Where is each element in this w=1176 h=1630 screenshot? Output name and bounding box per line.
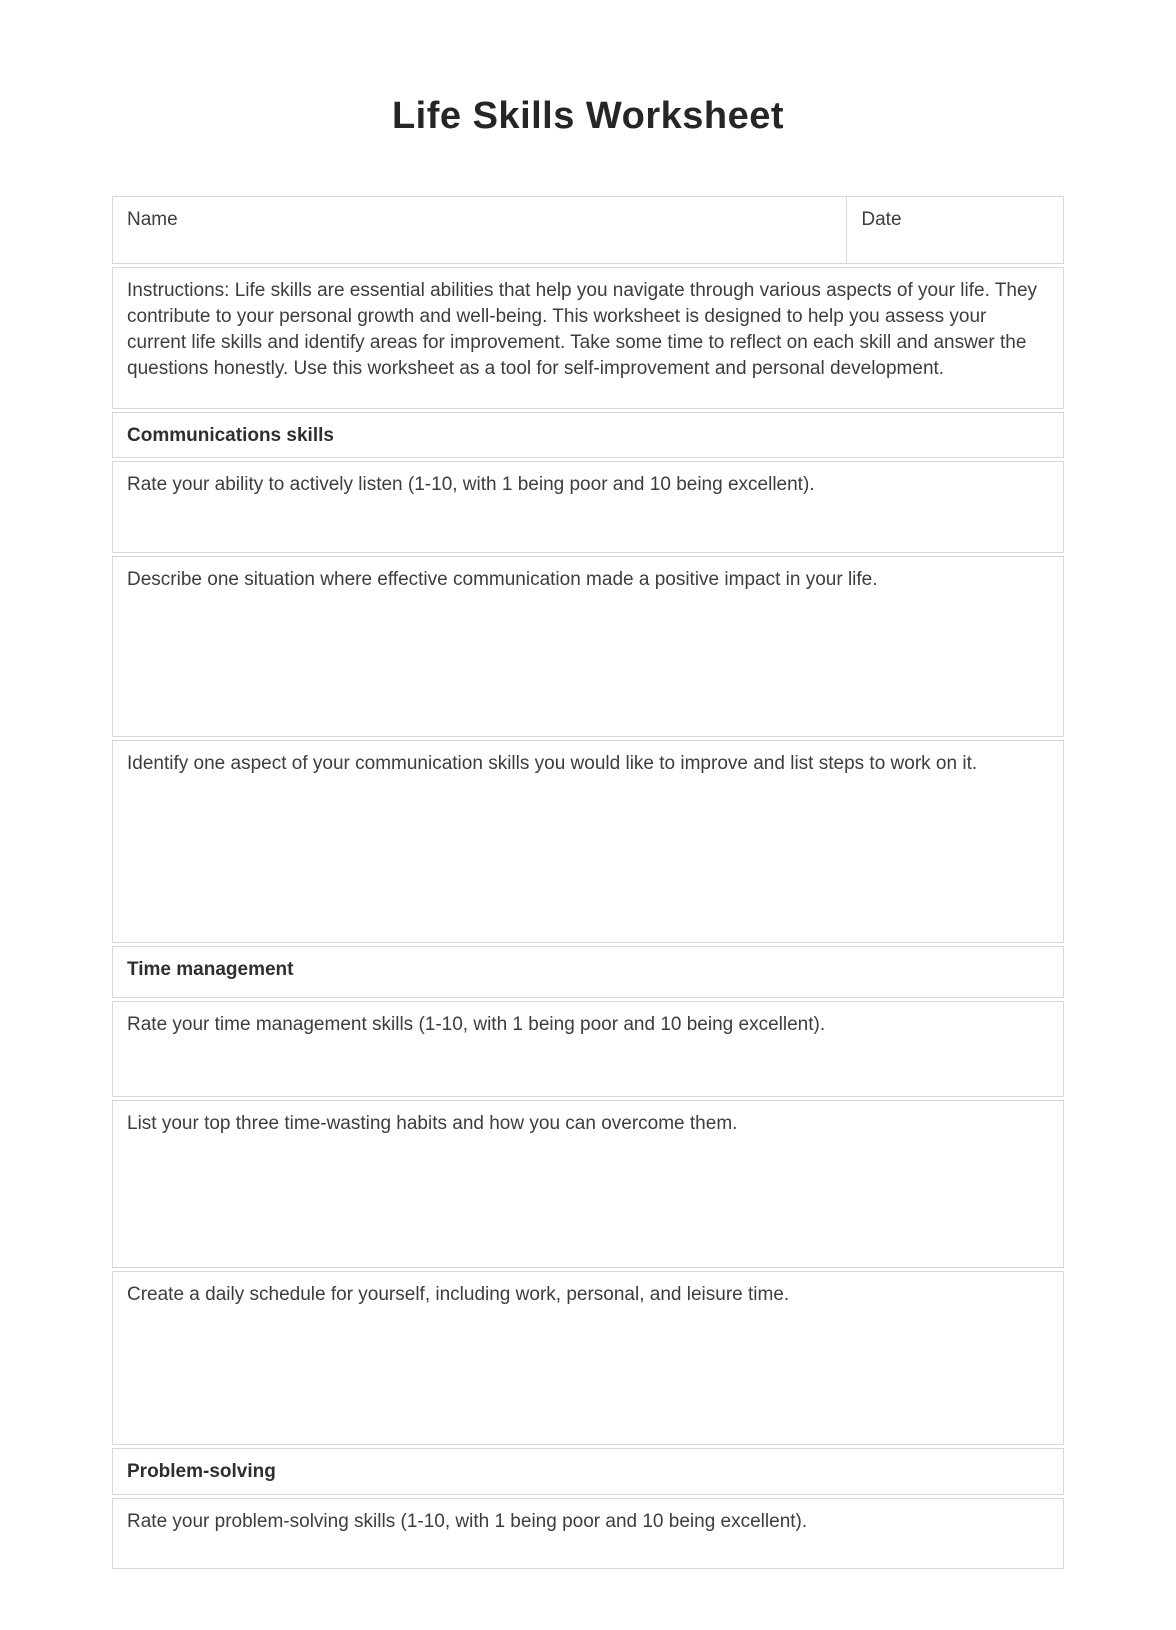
- answer-area-identify-communication-improvement[interactable]: [112, 740, 1064, 943]
- date-field[interactable]: [846, 197, 1063, 263]
- answer-area-rate-problem-solving[interactable]: [112, 1498, 1064, 1569]
- section-title: Communications skills: [127, 425, 334, 446]
- answer-area-time-wasting-habits[interactable]: [112, 1100, 1064, 1268]
- section-title: Problem-solving: [127, 1461, 276, 1482]
- answer-area-daily-schedule[interactable]: [112, 1271, 1064, 1445]
- page-title: Life Skills Worksheet: [391, 95, 785, 137]
- instructions-row: [112, 267, 1064, 409]
- name-field[interactable]: [113, 197, 846, 263]
- worksheet-table: [112, 196, 1064, 1569]
- section-header-time-management: [112, 946, 1064, 998]
- question-text: Describe one situation where effective communication made a positive impact in your life.: [127, 569, 878, 590]
- name-label: Name: [127, 209, 178, 230]
- question-text: Create a daily schedule for yourself, including work, personal, and leisure time.: [127, 1284, 790, 1305]
- section-header-problem-solving: [112, 1448, 1064, 1495]
- question-text: Identify one aspect of your communication skills you would like to improve and list steps to work on it.: [127, 753, 978, 774]
- answer-area-describe-communication-situation[interactable]: [112, 556, 1064, 737]
- section-title: Time management: [127, 959, 294, 980]
- section-header-communications-skills: [112, 412, 1064, 458]
- question-text: Rate your problem-solving skills (1-10, with 1 being poor and 10 being excellent).: [127, 1511, 808, 1532]
- question-text: List your top three time-wasting habits and how you can overcome them.: [127, 1113, 738, 1134]
- instructions-text: Instructions: Life skills are essential abilities that help you navigate through various aspects of your life. They contribute to your personal growth and well-being. This worksheet is designed to help you assess your current life skills and identify areas for improvement. Take some time to reflect on each skill and answer the questions honestly. Use this worksheet as a tool for self-improvement and personal development.: [127, 280, 1038, 379]
- question-text: Rate your time management skills (1-10, with 1 being poor and 10 being excellent).: [127, 1014, 826, 1035]
- answer-area-rate-time-management[interactable]: [112, 1001, 1064, 1097]
- question-text: Rate your ability to actively listen (1-10, with 1 being poor and 10 being excellent).: [127, 474, 815, 495]
- date-label: Date: [861, 209, 902, 230]
- answer-area-rate-active-listening[interactable]: [112, 461, 1064, 553]
- name-date-row: [112, 196, 1064, 264]
